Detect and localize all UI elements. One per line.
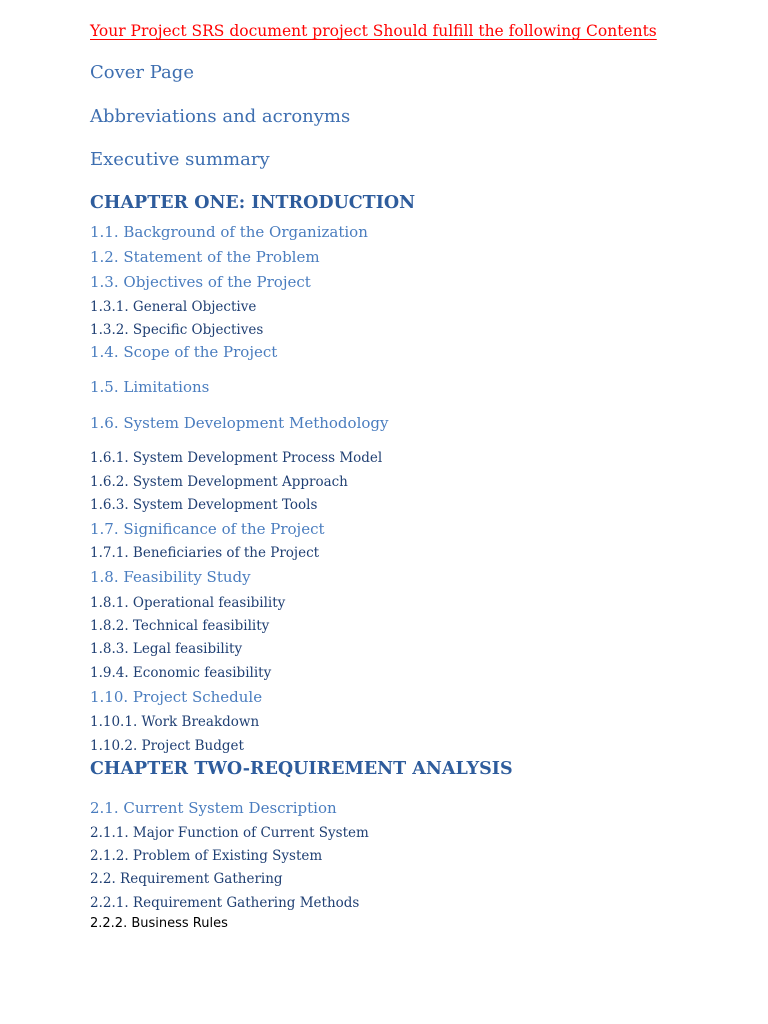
toc-subitem: 1.8.3. Legal feasibility: [90, 641, 243, 657]
toc-item: 1.8. Feasibility Study: [90, 568, 251, 586]
toc-subitem: 1.9.4. Economic feasibility: [90, 665, 272, 681]
toc-item: 1.4. Scope of the Project: [90, 343, 278, 361]
toc-subitem: 1.3.1. General Objective: [90, 299, 257, 315]
chapter-one-title: CHAPTER ONE: INTRODUCTION: [90, 193, 416, 213]
toc-subitem: 1.10.2. Project Budget: [90, 738, 244, 754]
toc-subitem: 2.1.2. Problem of Existing System: [90, 848, 323, 864]
toc-item: 1.7. Significance of the Project: [90, 520, 325, 538]
toc-subitem: 1.6.1. System Development Process Model: [90, 450, 383, 466]
toc-subitem: 1.8.1. Operational feasibility: [90, 595, 286, 611]
toc-item: 2.1. Current System Description: [90, 799, 337, 817]
toc-subitem: 2.2. Requirement Gathering: [90, 871, 283, 887]
toc-subitem: 1.6.2. System Development Approach: [90, 474, 348, 490]
toc-subitem: 1.6.3. System Development Tools: [90, 497, 318, 513]
toc-subitem: 1.8.2. Technical feasibility: [90, 618, 270, 634]
toc-cover-page: Cover Page: [90, 62, 194, 83]
toc-executive-summary: Executive summary: [90, 149, 270, 170]
toc-item: 1.10. Project Schedule: [90, 688, 263, 706]
toc-abbreviations: Abbreviations and acronyms: [90, 106, 351, 127]
chapter-two-title: CHAPTER TWO-REQUIREMENT ANALYSIS: [90, 759, 513, 779]
toc-subitem: 2.2.1. Requirement Gathering Methods: [90, 895, 360, 911]
toc-subitem: 1.3.2. Specific Objectives: [90, 322, 264, 338]
toc-subitem: 1.10.1. Work Breakdown: [90, 714, 260, 730]
toc-item: 1.5. Limitations: [90, 378, 210, 396]
toc-subitem: 2.1.1. Major Function of Current System: [90, 825, 369, 841]
document-heading: Your Project SRS document project Should fulfill the following Contents: [90, 22, 657, 40]
toc-item: 1.2. Statement of the Problem: [90, 248, 320, 266]
toc-item: 1.1. Background of the Organization: [90, 223, 368, 241]
toc-subitem: 2.2.2. Business Rules: [90, 916, 228, 931]
toc-subitem: 1.7.1. Beneficiaries of the Project: [90, 545, 320, 561]
toc-item: 1.6. System Development Methodology: [90, 414, 389, 432]
toc-item: 1.3. Objectives of the Project: [90, 273, 311, 291]
